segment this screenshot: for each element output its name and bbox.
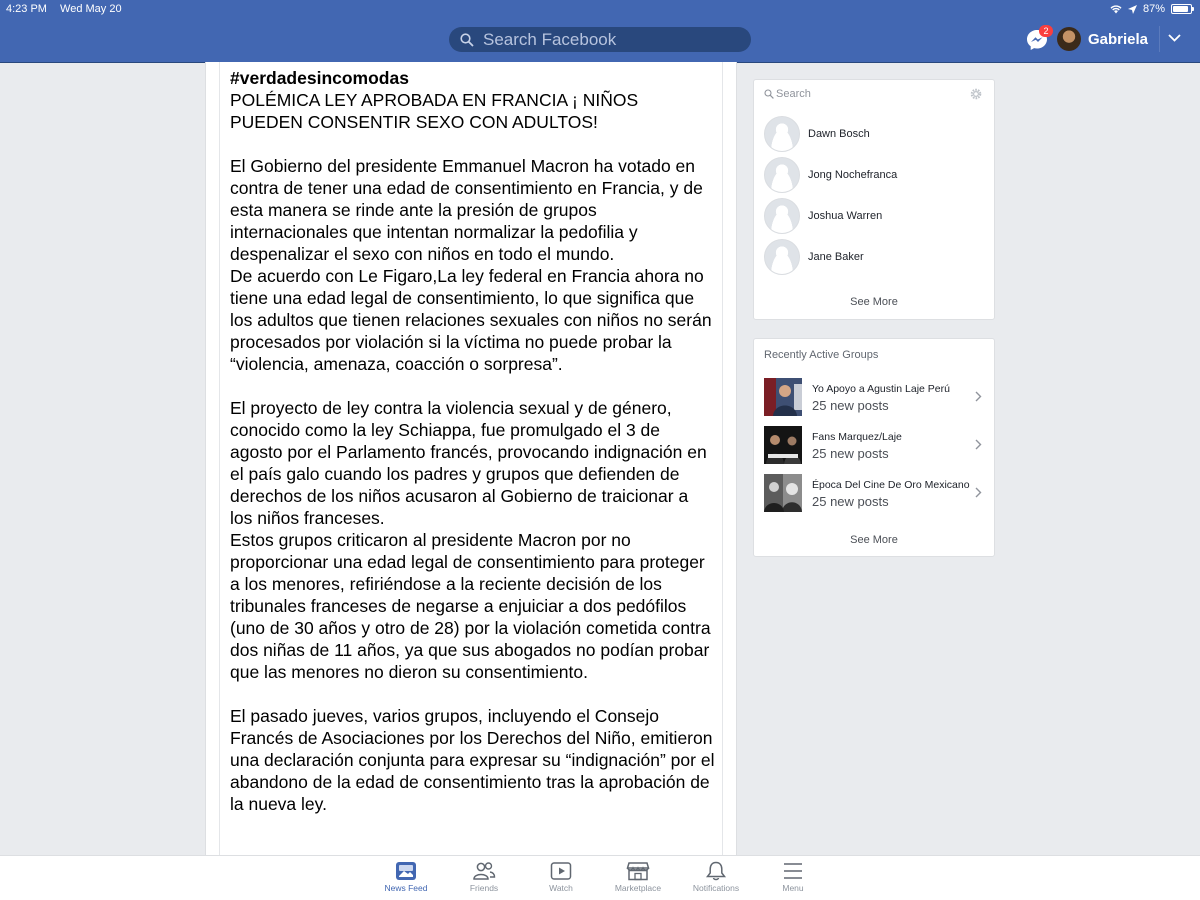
tab-marketplace[interactable] — [603, 861, 673, 893]
group-new-posts: 25 new posts — [812, 398, 889, 413]
search-bar[interactable] — [449, 27, 751, 52]
tab-label: Marketplace — [614, 883, 662, 893]
profile-avatar[interactable] — [1057, 27, 1081, 51]
marketplace-icon — [626, 861, 650, 881]
group-item[interactable] — [764, 378, 986, 416]
groups-see-more-link[interactable]: See More — [850, 534, 898, 546]
group-name: Yo Apoyo a Agustin Laje Perú — [812, 383, 950, 395]
group-thumbnail — [764, 474, 802, 512]
contact-item[interactable] — [764, 156, 897, 194]
group-item[interactable] — [764, 474, 986, 512]
status-bar-right — [1110, 3, 1192, 15]
tab-menu[interactable] — [758, 861, 828, 893]
friends-icon — [472, 861, 496, 881]
group-name: Época Del Cine De Oro Mexicano — [812, 479, 970, 491]
contact-avatar — [764, 157, 800, 193]
chevron-right-icon — [975, 487, 982, 498]
search-icon — [764, 89, 774, 99]
status-bar-left — [6, 3, 122, 15]
chevron-right-icon — [975, 439, 982, 450]
group-thumbnail — [764, 426, 802, 464]
chevron-down-icon[interactable] — [1168, 34, 1181, 42]
tab-label: News Feed — [384, 883, 428, 893]
wifi-icon — [1110, 5, 1122, 14]
contact-avatar — [764, 116, 800, 152]
tab-label: Friends — [469, 883, 499, 893]
messenger-badge: 2 — [1039, 25, 1053, 37]
tab-friends[interactable] — [449, 861, 519, 893]
contact-name: Dawn Bosch — [808, 128, 870, 140]
top-navigation-bar — [0, 0, 1200, 63]
contact-avatar — [764, 239, 800, 275]
contacts-panel — [753, 79, 995, 320]
tab-news-feed[interactable] — [371, 861, 441, 893]
news-feed-icon — [395, 861, 417, 881]
status-date: Wed May 20 — [60, 3, 122, 15]
post-paragraph: El pasado jueves, varios grupos, incluyendo el Consejo Francés de Asociaciones por los Derechos del Niño, emitieron una declaración conjunta para expresar su “indignación” por el abandono de la edad de consentimiento tras la aprobación de la nueva ley. — [230, 706, 715, 814]
search-icon — [460, 33, 474, 47]
tab-label: Menu — [782, 883, 804, 893]
menu-icon — [782, 861, 804, 881]
watch-icon — [550, 861, 572, 881]
profile-name[interactable]: Gabriela — [1088, 31, 1149, 48]
group-thumbnail — [764, 378, 802, 416]
recent-groups-panel — [753, 338, 995, 557]
contacts-search[interactable] — [764, 88, 811, 100]
contact-item[interactable] — [764, 115, 870, 153]
group-new-posts: 25 new posts — [812, 446, 889, 461]
groups-title: Recently Active Groups — [764, 349, 879, 361]
contact-name: Jane Baker — [808, 251, 864, 263]
post-paragraph: El Gobierno del presidente Emmanuel Macron ha votado en contra de tener una edad de consentimiento en Francia, y de esta manera se rinde ante la presión de grupos internacionales que intentan normalizar la pedofilia y despenalizar el sexo con niños en todo el mundo. — [230, 156, 703, 264]
tab-watch[interactable] — [526, 861, 596, 893]
contact-name: Jong Nochefranca — [808, 169, 898, 181]
battery-percent: 87% — [1142, 3, 1165, 15]
bottom-tab-bar — [0, 855, 1200, 900]
contact-item[interactable] — [764, 238, 864, 276]
post-paragraph: El proyecto de ley contra la violencia sexual y de género, conocido como la ley Schiappa, fue promulgado el 3 de agosto por el Parlamento francés, provocando indignación en el país galo cuando los padres y grupos que defienden de derechos de los niños acusaron al Gobierno de traicionar a los niños franceses. — [230, 398, 707, 528]
post-body — [230, 67, 715, 815]
group-item[interactable] — [764, 426, 986, 464]
tab-label: Watch — [549, 883, 573, 893]
chevron-right-icon — [975, 391, 982, 402]
post-paragraph: Estos grupos criticaron al presidente Macron por no proporcionar una edad legal de consentimiento para proteger a los menores, refiriéndose a la reciente decisión de los tribunales franceses de negarse a enjuiciar a dos pedófilos (uno de 30 años y otro de 28) por la violación cometida contra dos niñas de 11 años, ya que sus abogados no podían probar que las menores no dieron su consentimiento. — [230, 530, 711, 682]
contacts-see-more-link[interactable]: See More — [850, 296, 898, 308]
status-time: 4:23 PM — [6, 3, 47, 15]
contact-avatar — [764, 198, 800, 234]
contact-item[interactable] — [764, 197, 882, 235]
bell-icon — [705, 861, 727, 881]
post-card — [219, 62, 723, 856]
post-headline: POLÉMICA LEY APROBADA EN FRANCIA ¡ NIÑOS PUEDEN CONSENTIR SEXO CON ADULTOS! — [230, 90, 639, 132]
location-arrow-icon — [1128, 5, 1137, 14]
header-divider — [1159, 26, 1160, 52]
contacts-search-label: Search — [776, 88, 811, 100]
battery-icon — [1171, 4, 1192, 14]
group-name: Fans Marquez/Laje — [812, 431, 902, 443]
gear-icon[interactable] — [970, 88, 982, 100]
tab-notifications[interactable] — [681, 861, 751, 893]
tab-label: Notifications — [692, 883, 740, 893]
post-container — [205, 62, 737, 856]
contact-name: Joshua Warren — [808, 210, 883, 222]
group-new-posts: 25 new posts — [812, 494, 889, 509]
post-paragraph: De acuerdo con Le Figaro,La ley federal en Francia ahora no tiene una edad legal de consentimiento, lo que significa que los adultos que tienen relaciones sexuales con niños no serán procesados por violación si la víctima no puede probar la “violencia, amenaza, coacción o sorpresa”. — [230, 266, 712, 374]
post-hashtag[interactable]: #verdadesincomodas — [230, 68, 409, 88]
search-input[interactable] — [481, 29, 735, 51]
